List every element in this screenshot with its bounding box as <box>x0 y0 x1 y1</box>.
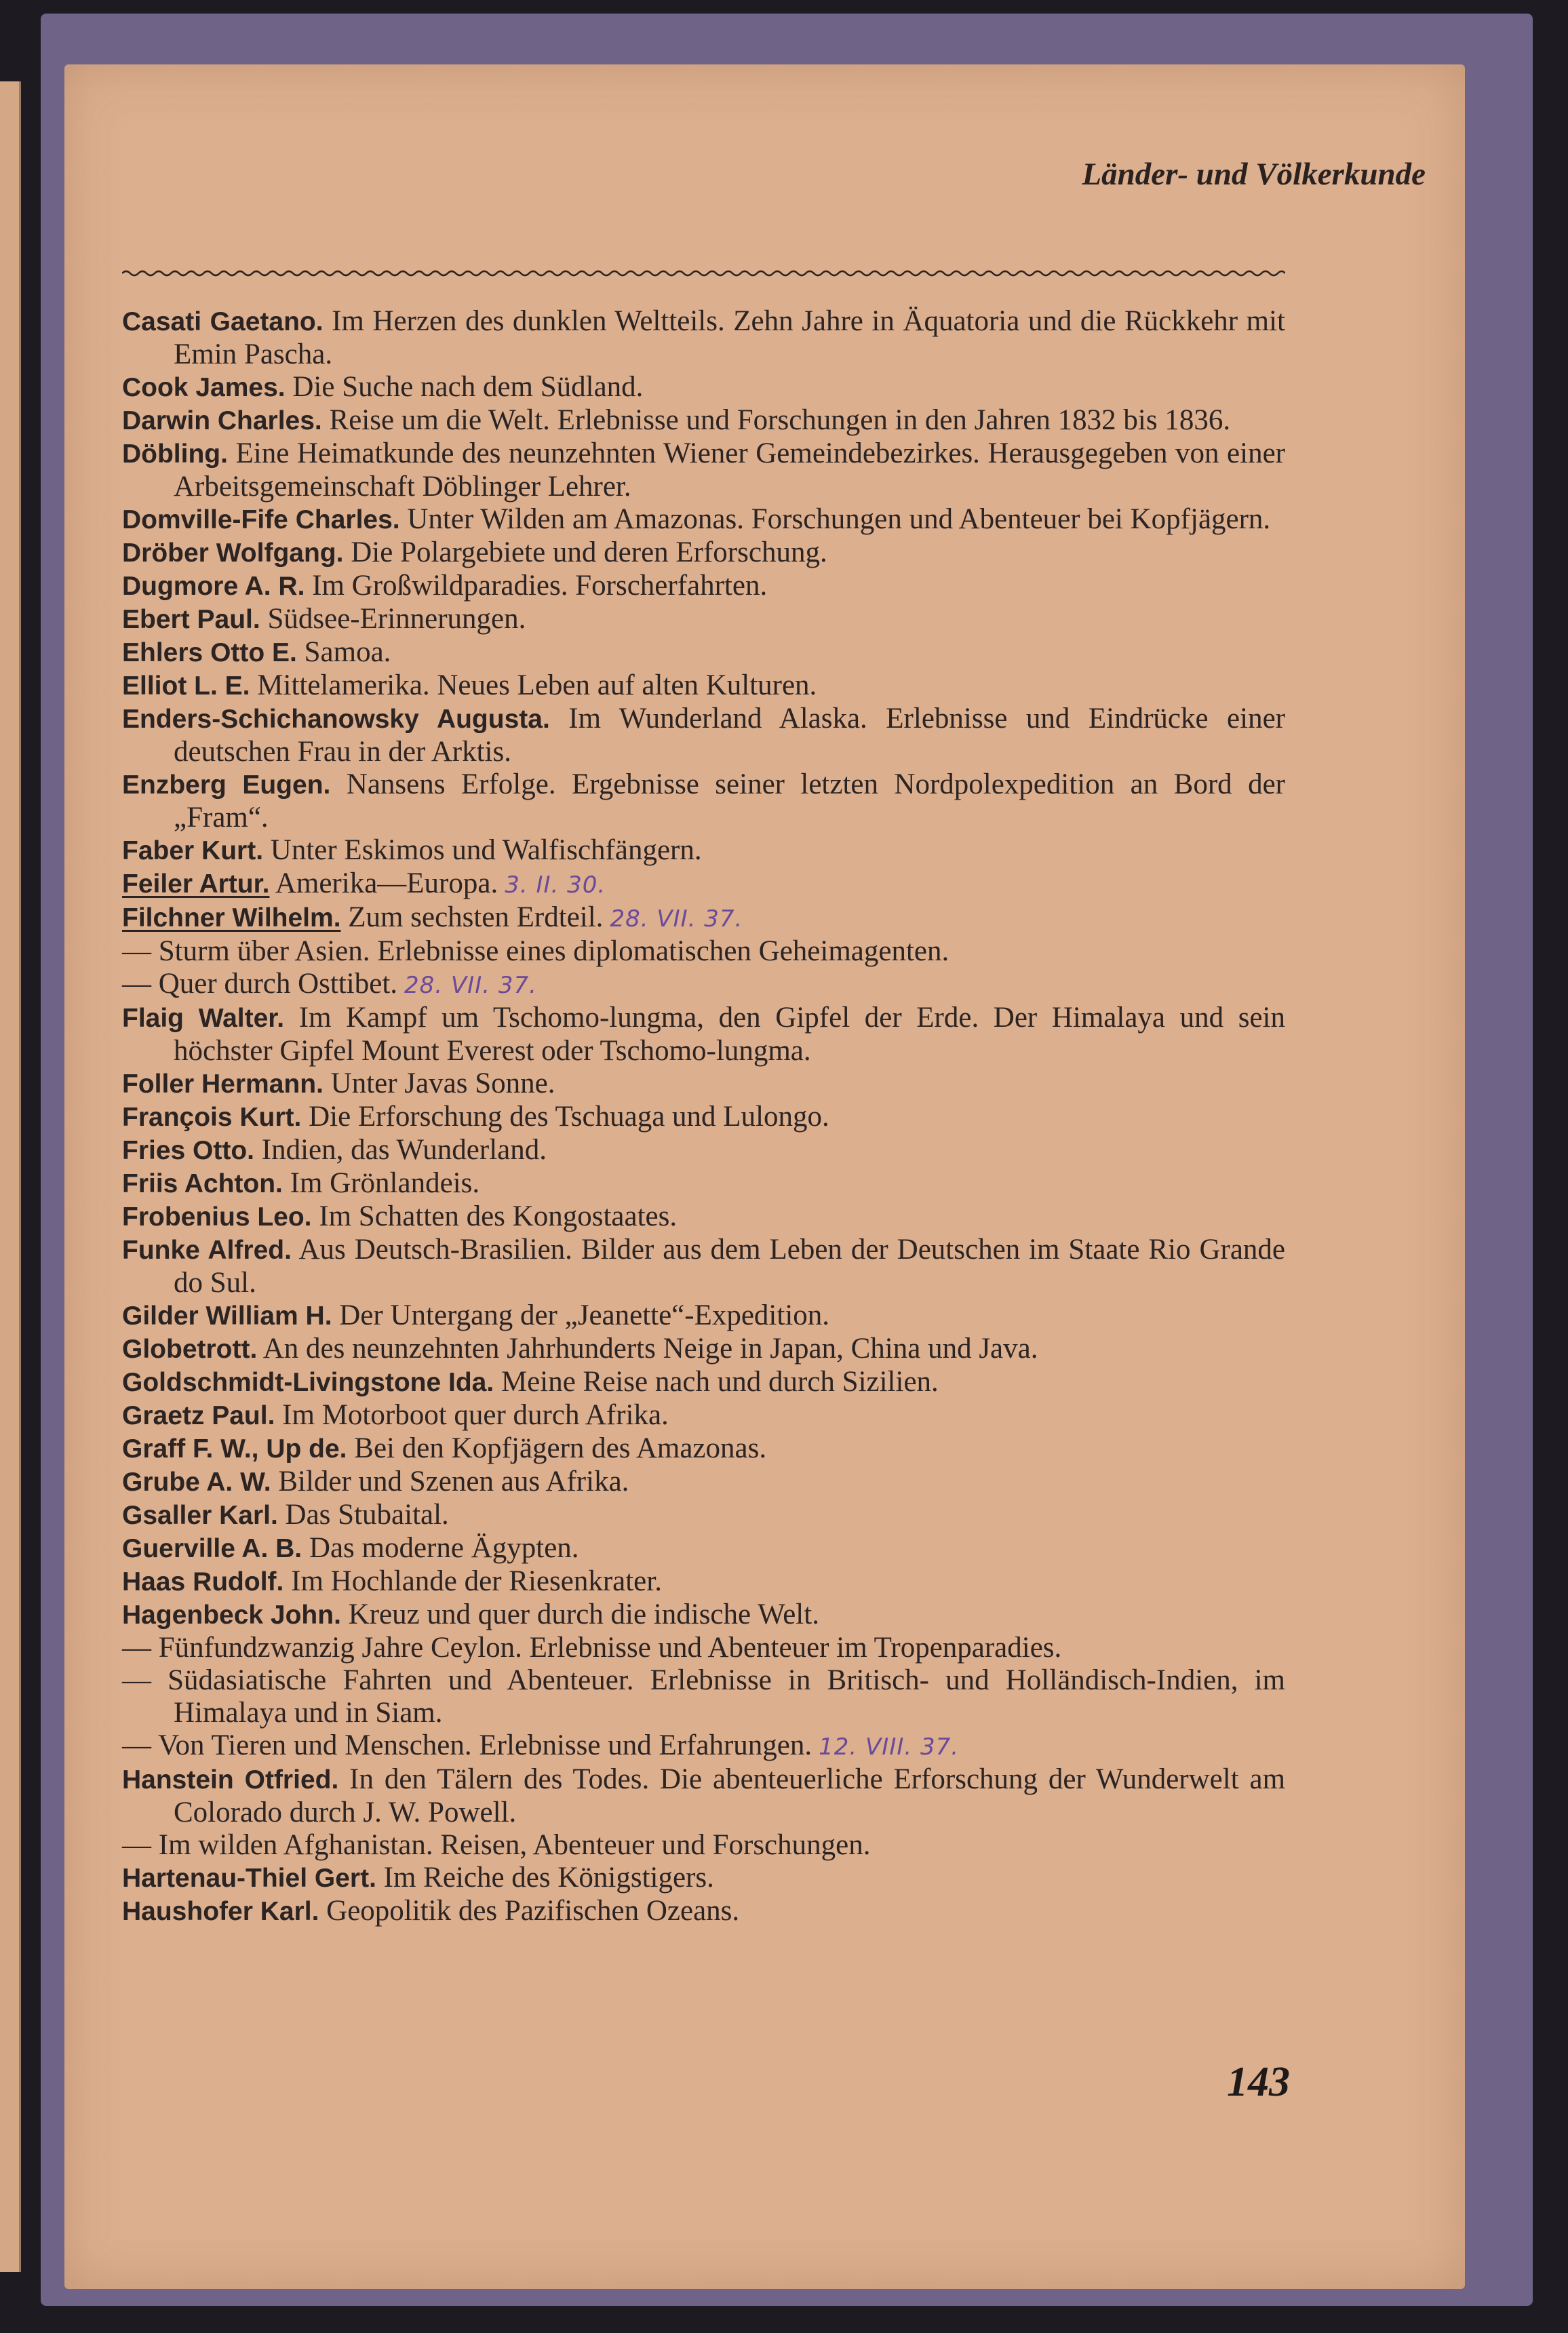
wavy-header-rule <box>122 268 1285 277</box>
author-name: Friis Achton. <box>122 1169 283 1198</box>
book-title: Kreuz und quer durch die indische Welt. <box>348 1599 819 1630</box>
author-name: Dugmore A. R. <box>122 572 305 601</box>
list-item <box>122 1002 1285 1067</box>
book-title: Das Stubaital. <box>285 1499 449 1531</box>
running-header: Länder- und Völkerkunde <box>1082 157 1426 192</box>
list-item <box>122 669 1285 703</box>
list-item <box>122 1101 1285 1134</box>
book-title: Sturm über Asien. Erlebnisse eines diplomatischen Geheimagenten. <box>158 935 949 967</box>
author-name: Enzberg Eugen. <box>122 770 331 800</box>
facing-page-edge <box>0 81 21 2272</box>
author-name: Enders-Schichanowsky Augusta. <box>122 705 550 734</box>
author-name: Hartenau-Thiel Gert. <box>122 1864 376 1893</box>
list-item <box>122 1366 1285 1399</box>
author-name: Haas Rudolf. <box>122 1567 284 1596</box>
author-name: Faber Kurt. <box>122 836 264 865</box>
author-name: Ebert Paul. <box>122 605 260 634</box>
book-title: Bilder und Szenen aus Afrika. <box>278 1466 629 1497</box>
list-item <box>122 1432 1285 1466</box>
list-item <box>122 1895 1285 1928</box>
list-item <box>122 636 1285 669</box>
book-title: Südasiatische Fahrten und Abenteuer. Erlebnisse in Britisch- und Holländisch-Indien, im Himalaya und in Siam. <box>168 1664 1286 1729</box>
book-title: Geopolitik des Pazifischen Ozeans. <box>326 1895 740 1927</box>
list-item <box>122 1829 1285 1862</box>
list-item <box>122 603 1285 636</box>
book-title: Meine Reise nach und durch Sizilien. <box>501 1366 939 1398</box>
book-title: Die Erforschung des Tschuaga und Lulongo. <box>309 1101 829 1133</box>
book-title: Unter Eskimos und Walfischfängern. <box>270 834 702 866</box>
list-item <box>122 703 1285 768</box>
list-item <box>122 1333 1285 1366</box>
book-title: Eine Heimatkunde des neunzehnten Wiener Gemeindebezirkes. Herausgegeben von einer Arbeitsgemeinschaft Döblinger Lehrer. <box>174 437 1285 503</box>
list-item <box>122 901 1285 935</box>
author-name: Foller Hermann. <box>122 1070 324 1099</box>
author-name: Gilder William H. <box>122 1301 332 1331</box>
book-title: Mittelamerika. Neues Leben auf alten Kulturen. <box>257 669 817 701</box>
book-title: Samoa. <box>304 636 391 668</box>
book-title: Im Wunderland Alaska. Erlebnisse und Eindrücke einer deutschen Frau in der Arktis. <box>174 703 1285 768</box>
list-item <box>122 1763 1285 1829</box>
author-name: Ehlers Otto E. <box>122 638 297 667</box>
author-name: Fries Otto. <box>122 1136 255 1165</box>
author-name: Gsaller Karl. <box>122 1501 278 1530</box>
book-title: Im Schatten des Kongostaates. <box>319 1200 678 1232</box>
author-name: Dröber Wolfgang. <box>122 538 344 568</box>
book-title: Fünfundzwanzig Jahre Ceylon. Erlebnisse und Abenteuer im Tropenparadies. <box>158 1632 1062 1664</box>
author-name: Domville-Fife Charles. <box>122 505 400 534</box>
list-item <box>122 1599 1285 1632</box>
author-name: Graetz Paul. <box>122 1401 275 1430</box>
list-item <box>122 1067 1285 1101</box>
book-title: Nansens Erfolge. Ergebnisse seiner letzten Nordpolexpedition an Bord der „Fram“. <box>174 768 1285 834</box>
author-name: Frobenius Leo. <box>122 1202 312 1232</box>
handwritten-date: 3. II. 30. <box>505 871 606 899</box>
list-item <box>122 1862 1285 1895</box>
book-title: Reise um die Welt. Erlebnisse und Forschungen in den Jahren 1832 bis 1836. <box>329 404 1231 436</box>
list-item <box>122 1234 1285 1299</box>
book-title: Quer durch Osttibet. <box>158 968 398 1000</box>
handwritten-date: 12. VIII. 37. <box>819 1733 960 1761</box>
list-item <box>122 1399 1285 1432</box>
list-item <box>122 503 1285 536</box>
author-name: Guerville A. B. <box>122 1534 302 1563</box>
catalog-list <box>122 305 1285 1928</box>
book-title: Das moderne Ägypten. <box>309 1532 579 1564</box>
author-name: François Kurt. <box>122 1103 302 1132</box>
list-item <box>122 371 1285 404</box>
author-name: Graff F. W., Up de. <box>122 1434 347 1464</box>
author-name: Hanstein Otfried. <box>122 1765 339 1795</box>
book-title: Bei den Kopfjägern des Amazonas. <box>354 1432 767 1464</box>
book-title: Im Motorboot quer durch Afrika. <box>282 1399 669 1431</box>
list-item <box>122 968 1285 1002</box>
handwritten-date: 28. VII. 37. <box>610 905 743 933</box>
author-name: Hagenbeck John. <box>122 1601 341 1630</box>
book-title: In den Tälern des Todes. Die abenteuerliche Erforschung der Wunderwelt am Colorado durch J. W. Powell. <box>174 1763 1286 1828</box>
ditto-dash: — <box>122 935 151 967</box>
list-item <box>122 1200 1285 1234</box>
list-item <box>122 305 1285 371</box>
ditto-dash: — <box>122 1664 151 1696</box>
ditto-dash: — <box>122 1729 151 1761</box>
handwritten-date: 28. VII. 37. <box>404 972 537 999</box>
author-name: Döbling. <box>122 439 228 469</box>
author-name: Elliot L. E. <box>122 671 250 701</box>
author-name: Funke Alfred. <box>122 1236 292 1265</box>
author-name: Flaig Walter. <box>122 1004 285 1033</box>
book-title: Die Suche nach dem Südland. <box>292 371 644 403</box>
author-name: Cook James. <box>122 373 286 402</box>
book-title: Zum sechsten Erdteil. <box>348 901 604 933</box>
list-item <box>122 768 1285 834</box>
book-title: Unter Javas Sonne. <box>330 1067 555 1099</box>
list-item <box>122 1466 1285 1499</box>
list-item <box>122 1532 1285 1565</box>
book-title: Unter Wilden am Amazonas. Forschungen und Abenteuer bei Kopfjägern. <box>407 503 1271 535</box>
book-title: Aus Deutsch-Brasilien. Bilder aus dem Leben der Deutschen im Staate Rio Grande do Sul. <box>174 1234 1285 1299</box>
book-title: Im Kampf um Tschomo-lungma, den Gipfel der Erde. Der Himalaya und sein höchster Gipfel Mount Everest oder Tschomo-lungma. <box>174 1002 1285 1067</box>
book-title: An des neunzehnten Jahrhunderts Neige in Japan, China und Java. <box>262 1333 1038 1365</box>
book-title: Amerika—Europa. <box>275 867 498 899</box>
list-item <box>122 1729 1285 1763</box>
author-name: Filchner Wilhelm. <box>122 903 341 933</box>
book-title: Indien, das Wunderland. <box>261 1134 547 1166</box>
author-name: Darwin Charles. <box>122 406 322 435</box>
ditto-dash: — <box>122 1632 151 1664</box>
list-item <box>122 1565 1285 1599</box>
book-title: Im Großwildparadies. Forscherfahrten. <box>312 570 768 602</box>
list-item <box>122 1664 1285 1729</box>
book-title: Der Untergang der „Jeanette“-Expedition. <box>339 1299 830 1331</box>
list-item <box>122 834 1285 867</box>
author-name: Grube A. W. <box>122 1468 271 1497</box>
list-item <box>122 1499 1285 1532</box>
list-item <box>122 1134 1285 1167</box>
list-item <box>122 1632 1285 1664</box>
book-title: Im Reiche des Königstigers. <box>383 1862 714 1894</box>
author-name: Haushofer Karl. <box>122 1897 319 1926</box>
book-title: Von Tieren und Menschen. Erlebnisse und Erfahrungen. <box>157 1729 812 1761</box>
book-title: Im wilden Afghanistan. Reisen, Abenteuer und Forschungen. <box>158 1829 871 1861</box>
book-title: Die Polargebiete und deren Erforschung. <box>351 536 827 568</box>
ditto-dash: — <box>122 1829 151 1861</box>
ditto-dash: — <box>122 968 151 1000</box>
book-title: Im Herzen des dunklen Weltteils. Zehn Jahre in Äquatoria und die Rückkehr mit Emin Pascha. <box>174 305 1286 370</box>
author-name: Globetrott. <box>122 1335 258 1364</box>
list-item <box>122 437 1285 503</box>
list-item <box>122 935 1285 968</box>
list-item <box>122 867 1285 901</box>
list-item <box>122 404 1285 437</box>
list-item <box>122 570 1285 603</box>
list-item <box>122 536 1285 570</box>
author-name: Casati Gaetano. <box>122 307 324 336</box>
author-name: Feiler Artur. <box>122 869 270 899</box>
page-number: 143 <box>1227 2059 1290 2105</box>
book-title: Südsee-Erinnerungen. <box>267 603 526 635</box>
author-name: Goldschmidt-Livingstone Ida. <box>122 1368 494 1397</box>
book-title: Im Grönlandeis. <box>290 1167 480 1199</box>
book-title: Im Hochlande der Riesenkrater. <box>291 1565 662 1597</box>
list-item <box>122 1299 1285 1333</box>
list-item <box>122 1167 1285 1200</box>
